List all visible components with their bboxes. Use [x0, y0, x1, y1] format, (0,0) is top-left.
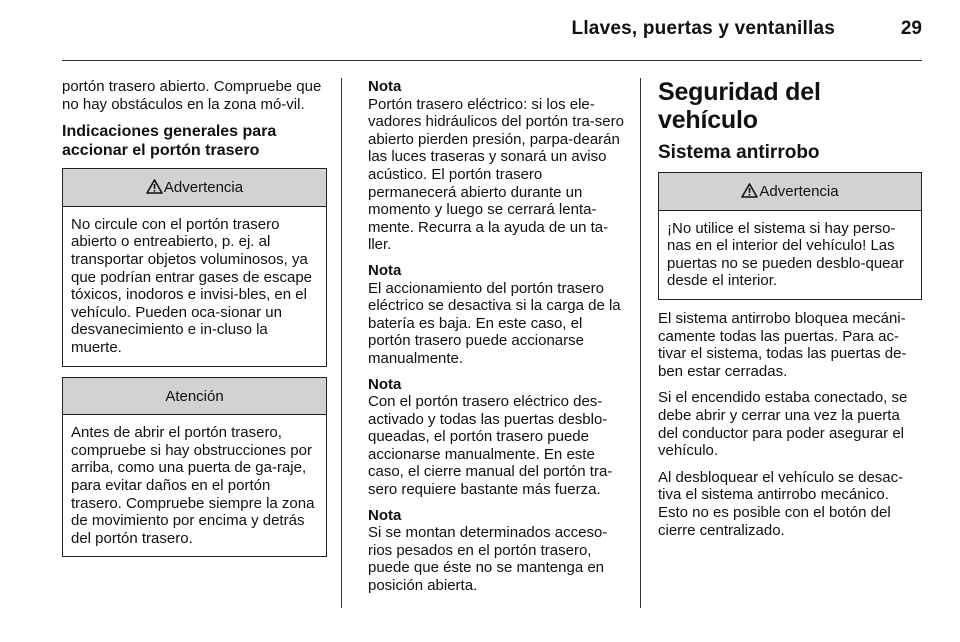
note-4	[368, 507, 626, 595]
header-rule	[62, 60, 922, 61]
caution-box	[62, 377, 327, 558]
subheading-general-instructions: Indicaciones generales para accionar el portón trasero	[62, 123, 277, 160]
warning-triangle-icon	[741, 183, 758, 198]
warning-box-antitheft	[658, 172, 922, 300]
warning-box-text: ¡No utilice el sistema si hay perso-nas en el interior del vehículo! Las puertas no se pueden desblo-quear desde el interior.	[667, 219, 904, 290]
caution-box-text: Antes de abrir el portón trasero, compruebe si hay obstrucciones por arriba, como una puerta de ga-raje, para evitar daños en el portón trasero. Compruebe siempre la zona de movimiento por encima y detrás del portón trasero.	[71, 424, 315, 547]
warning-box-text: No circule con el portón trasero abierto o entreabierto, p. ej. al transportar objetos voluminosos, ya que podrían entrar gases de escape tóxicos, inodoros e invisi-bles, en el vehículo. Pueden oca-sionar un desvanecimiento e in-cluso la muerte.	[71, 215, 313, 356]
sub-title: Sistema antirrobo	[658, 142, 820, 163]
warning-box-header	[63, 169, 326, 207]
note-label: Nota	[368, 78, 402, 95]
warning-box-title: Advertencia	[759, 183, 839, 200]
warning-box	[62, 168, 327, 366]
header-title: Llaves, puertas y ventanillas	[571, 18, 835, 39]
column-1	[62, 78, 327, 567]
antitheft-paragraph-3: Al desbloquear el vehículo se desac-tiva el sistema antirrobo mecánico. Esto no es posible con el botón del cierre centralizado.	[658, 468, 904, 539]
antitheft-paragraph-2: Si el encendido estaba conectado, se debe abrir y cerrar una vez la puerta del conductor para poder asegurar el vehículo.	[658, 389, 908, 460]
warning-triangle-icon	[146, 179, 163, 194]
note-label: Nota	[368, 261, 402, 279]
note-2	[368, 262, 626, 368]
note-3	[368, 376, 626, 499]
column-divider-1	[341, 78, 342, 608]
column-divider-2	[640, 78, 641, 608]
section-title: Seguridad del vehículo	[658, 78, 821, 134]
warning-box-header	[659, 173, 921, 211]
caution-box-title: Atención	[165, 387, 224, 405]
note-text: El accionamiento del portón trasero eléctrico se desactiva si la carga de la batería es baja. En este caso, el portón trasero puede accionarse manualmente.	[368, 279, 621, 367]
note-text: Si se montan determinados acceso-rios pesados en el portón trasero, puede que éste no se mantenga en posición abierta.	[368, 524, 608, 595]
note-text: Portón trasero eléctrico: si los ele-vadores hidráulicos del portón tra-sero abierto pierden presión, parpa-dearán las luces traseras y sonará un aviso acústico. El portón trasero permanecerá abierto durante un momento y luego se cerrará lenta-mente. Recurra a la ayuda de un ta-ller.	[368, 95, 624, 254]
intro-paragraph: portón trasero abierto. Compruebe que no hay obstáculos en la zona mó-vil.	[62, 78, 322, 113]
note-label: Nota	[368, 375, 402, 393]
column-3	[658, 78, 922, 548]
warning-box-title: Advertencia	[163, 179, 244, 197]
note-text: Con el portón trasero eléctrico des-activado y todas las puertas desblo-queadas, el portón trasero puede accionarse manualmente. En este caso, el cierre manual del portón tra-sero requiere bastante más fuerza.	[368, 393, 613, 499]
note-1	[368, 78, 626, 254]
page-number: 29	[900, 18, 922, 39]
caution-box-header	[63, 378, 326, 416]
column-2	[368, 78, 626, 603]
note-label: Nota	[368, 506, 402, 524]
antitheft-paragraph-1: El sistema antirrobo bloquea mecáni-camente todas las puertas. Para ac-tivar el sistema, todas las puertas de-ben estar cerradas.	[658, 309, 907, 380]
